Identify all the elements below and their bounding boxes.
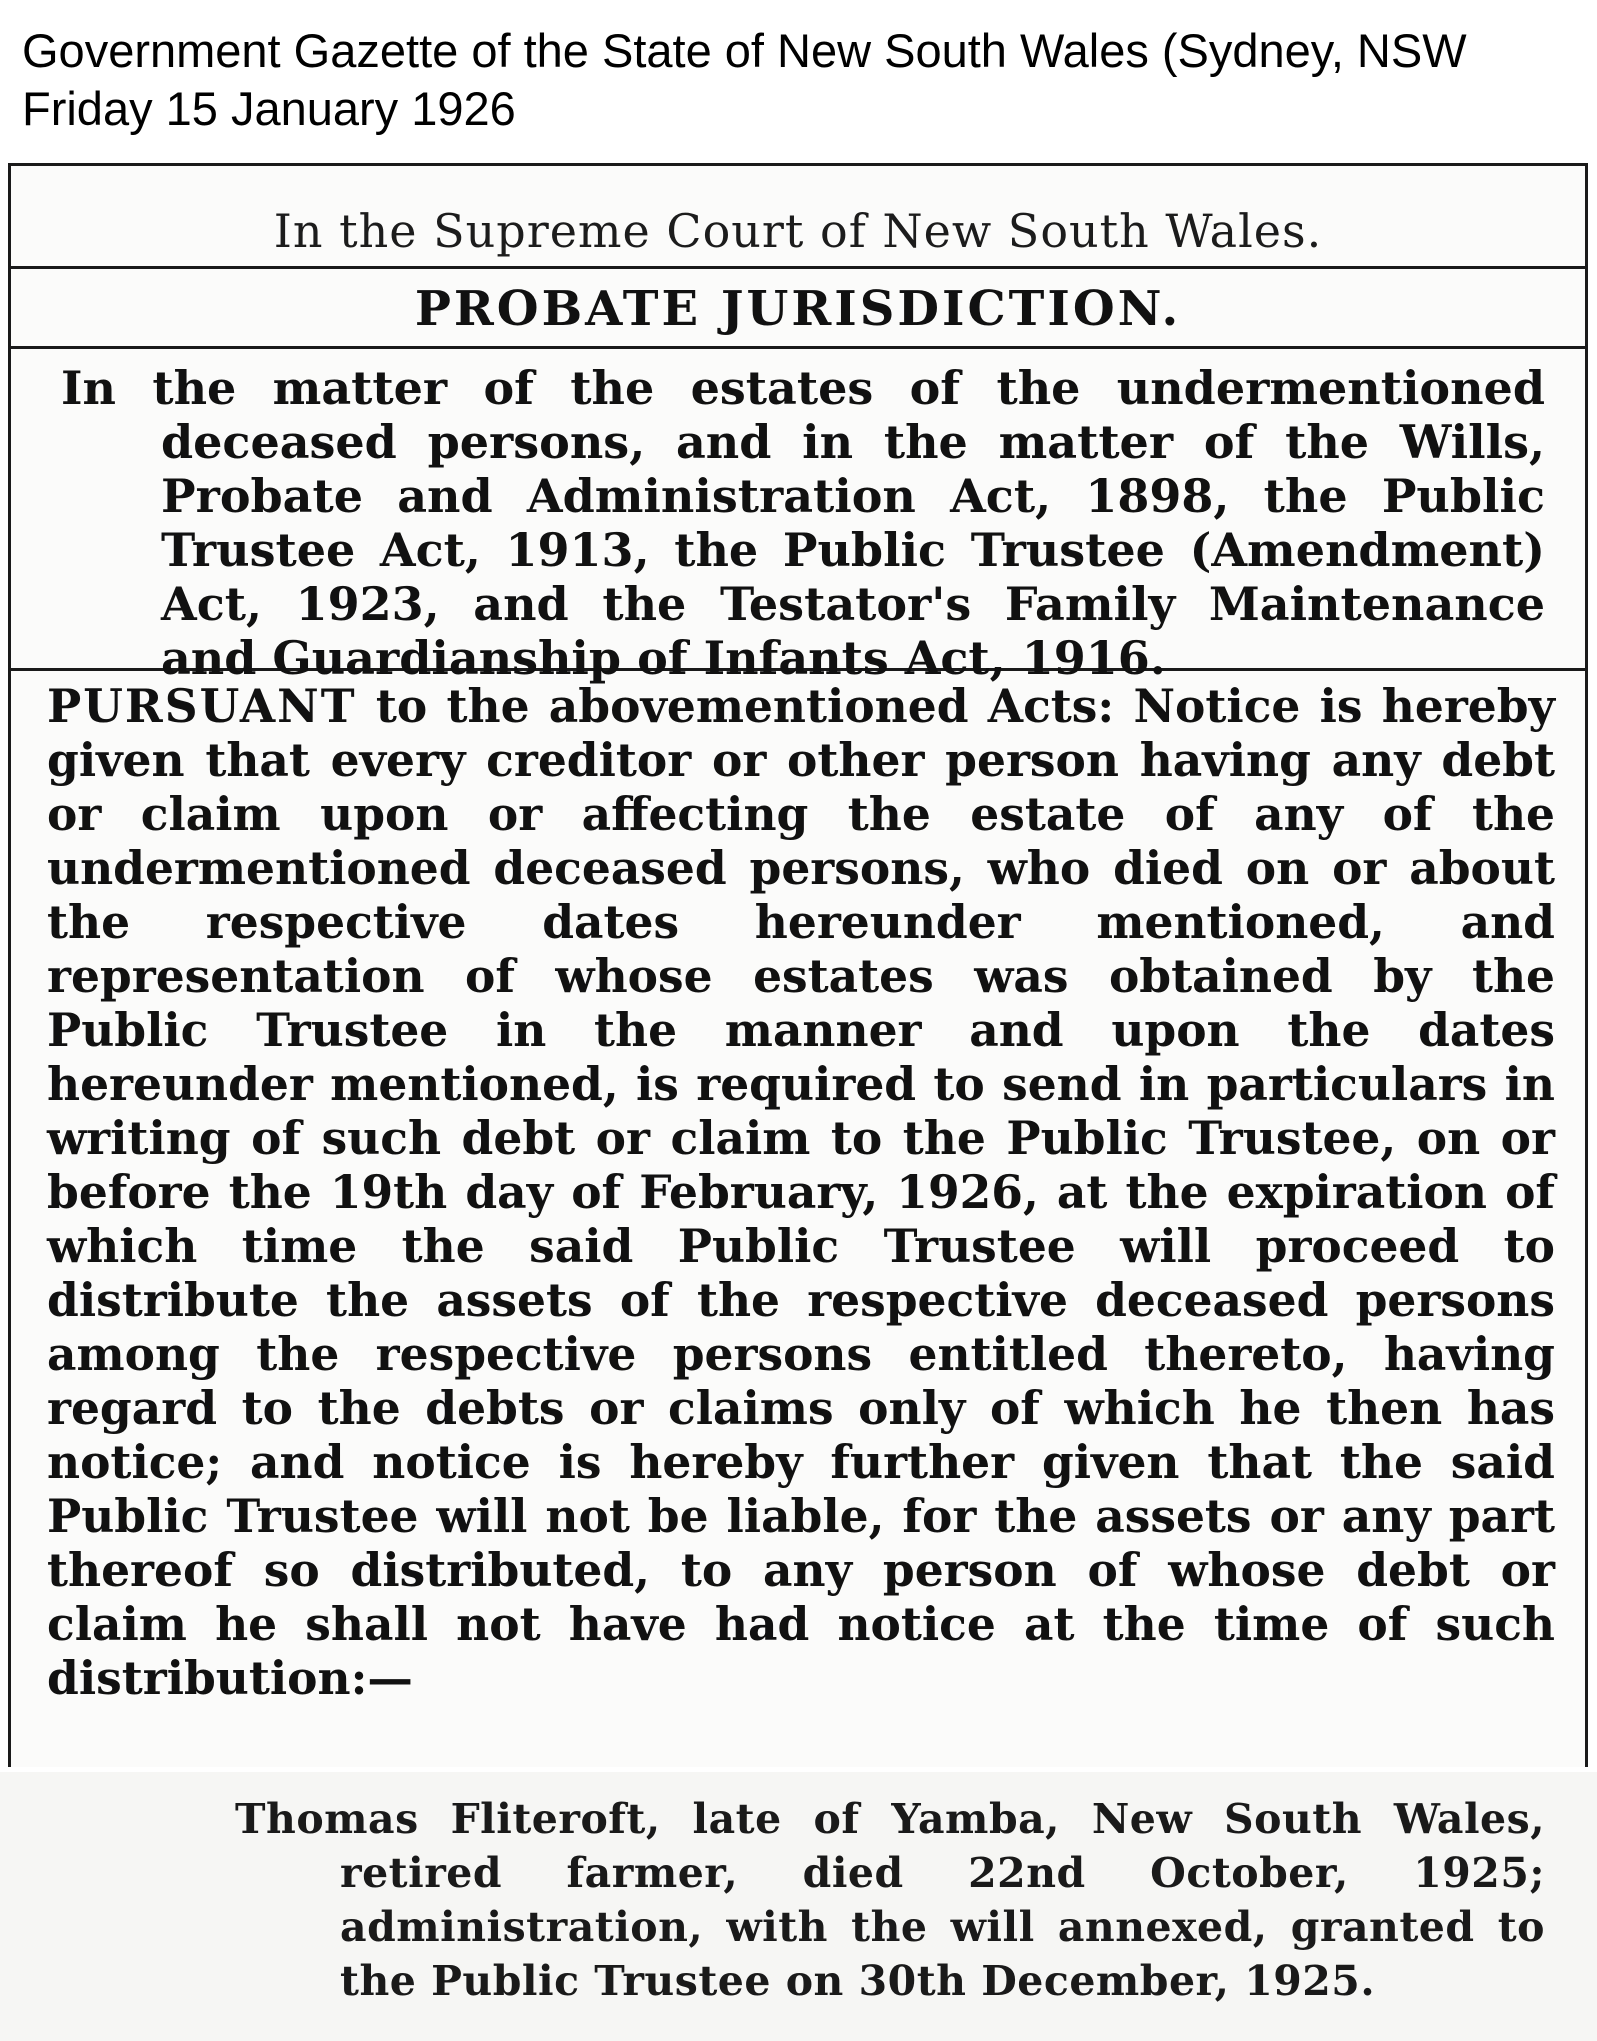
caption-publication: Government Gazette of the State of New South Wales (Sydney, NSW bbox=[22, 24, 1467, 77]
estate-entry-text: Thomas Fliteroft, late of Yamba, New South Wales, retired farmer, died 22nd October, 1925; administration, with the will annexed, granted to the Public Trustee on 30th December, 1925. bbox=[235, 1795, 1545, 2005]
pursuant-paragraph bbox=[11, 671, 1585, 1705]
matter-paragraph: In the matter of the estates of the undermentioned deceased persons, and in the matter of the Wills, Probate and Administration Act, 1898, the Public Trustee Act, 1913, the Public Trustee (Amendment) Act, 1923, and the Testator's Family Maintenance and Guardianship of Infants Act, 1916. bbox=[11, 349, 1585, 671]
jurisdiction-heading: PROBATE JURISDICTION. bbox=[11, 269, 1585, 349]
estate-entry bbox=[235, 1792, 1545, 2008]
pursuant-lead-word: PURSUANT bbox=[47, 679, 357, 733]
newspaper-clipping bbox=[8, 163, 1588, 1767]
estate-entry-clipping bbox=[0, 1772, 1597, 2041]
caption-date: Friday 15 January 1926 bbox=[22, 82, 516, 135]
court-heading: In the Supreme Court of New South Wales. bbox=[11, 166, 1585, 269]
pursuant-body: to the abovementioned Acts: Notice is hereby given that every creditor or other person having any debt or claim upon or affecting the estate of any of the undermentioned deceased persons, who died on or about the respective dates hereunder mentioned, and representation of whose estates was obtained by the Public Trustee in the manner and upon the dates hereunder mentioned, is required to send in particulars in writing of such debt or claim to the Public Trustee, on or before the 19th day of February, 1926, at the expiration of which time the said Public Trustee will proceed to distribute the assets of the respective deceased persons among the respective persons entitled thereto, having regard to the debts or claims only of which he then has notice; and notice is hereby further given that the said Public Trustee will not be liable, for the assets or any part thereof so distributed, to any person of whose debt or claim he shall not have had notice at the time of such distribution:— bbox=[47, 679, 1555, 1705]
clipping-caption bbox=[22, 22, 1582, 138]
